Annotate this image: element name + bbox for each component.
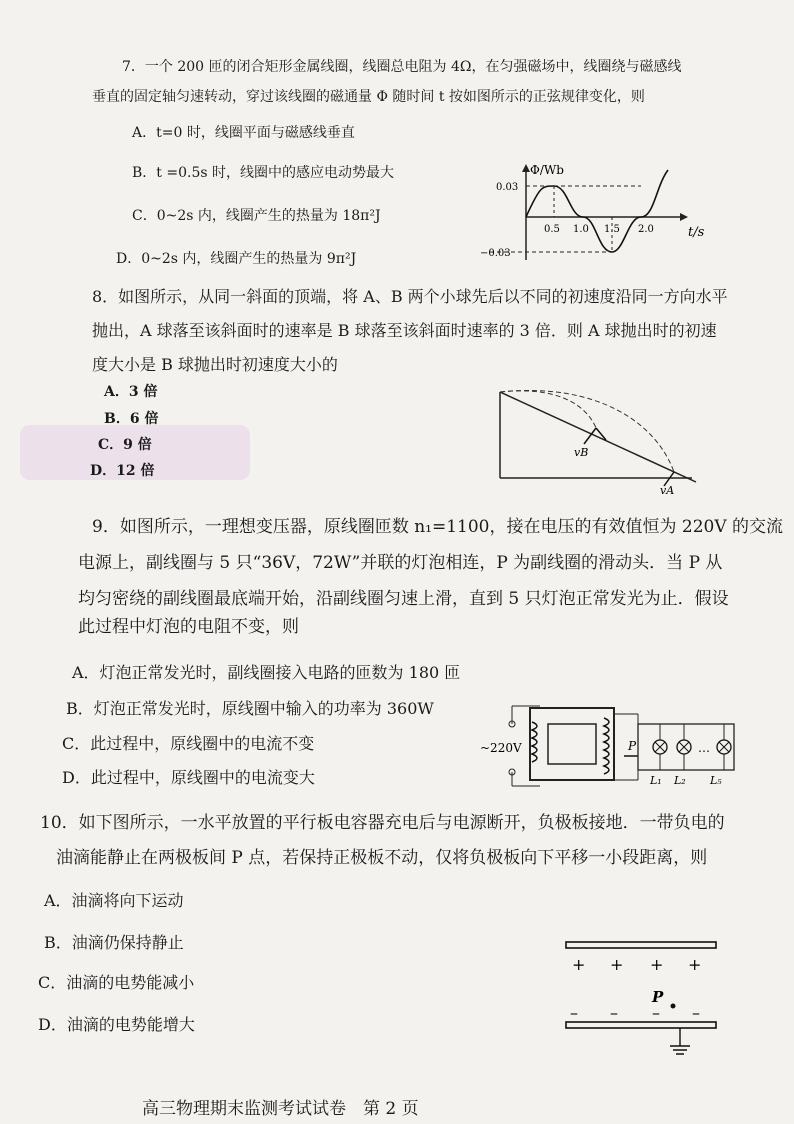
q7-flux-graph [478, 160, 718, 270]
q8-stem-line3: 度大小是 B 球抛出时初速度大小的 [92, 355, 338, 374]
q10-stem-line1: 10．如下图所示，一水平放置的平行板电容器充电后与电源断开，负极板接地．一带负电的 [40, 813, 725, 833]
secondary-coil [604, 718, 609, 774]
q9-stem-line2: 电源上，副线圈与 5 只“36V，72W”并联的灯泡相连，P 为副线圈的滑动头．当 P 从 [78, 553, 723, 573]
tick-label-1-0: 1.0 [573, 224, 589, 235]
flux-sine-curve [526, 170, 668, 252]
plus-sign-1: + [572, 955, 586, 974]
q8-option-b: B．6 倍 [104, 411, 159, 427]
y-axis-arrow [522, 164, 530, 172]
l1-label: L₁ [650, 774, 662, 787]
q10-stem-line2: 油滴能静止在两极板间 P 点，若保持正极板不动，仅将负极板向下平移一小段距离，则 [56, 848, 708, 868]
core-window [548, 724, 596, 764]
q8-option-c: C．9 倍 [98, 437, 152, 453]
va-label: vA [660, 484, 675, 497]
p-label: P [628, 739, 637, 753]
page-footer: 高三物理期末监测考试试卷 第 2 页 [142, 1099, 419, 1119]
tick-label-1-5: 1.5 [604, 224, 620, 235]
lamp-ellipsis: … [698, 741, 710, 755]
q9-option-a: A．灯泡正常发光时，副线圈接入电路的匝数为 180 匝 [72, 663, 461, 682]
l2-label: L₂ [674, 774, 686, 787]
y-axis-label: Φ/Wb [530, 163, 564, 177]
q9-option-c: C．此过程中，原线圈中的电流不变 [62, 734, 315, 753]
q7-option-b: B．t =0.5s 时，线圈中的感应电动势最大 [132, 165, 394, 181]
tick-label-0-5: 0.5 [544, 224, 560, 235]
oil-drop [671, 1004, 676, 1009]
q8-incline-diagram [496, 382, 706, 497]
point-p-label: P [652, 988, 664, 1006]
q10-option-a: A．油滴将向下运动 [44, 891, 184, 910]
q7-option-c: C．0~2s 内，线圈产生的热量为 18π²J [132, 208, 381, 224]
q7-stem-line2: 垂直的固定轴匀速转动，穿过该线圈的磁通量 Φ 随时间 t 按如图所示的正弦规律变化，则 [92, 89, 645, 105]
source-label: ~220V [480, 741, 522, 755]
q8-option-d: D．12 倍 [90, 463, 155, 479]
lamp-l5-icon [717, 740, 731, 754]
minus-sign-2: – [610, 1003, 618, 1022]
q7-stem-line1: 7．一个 200 匝的闭合矩形金属线圈，线圈总电阻为 4Ω，在匀强磁场中，线圈绕与磁感线 [122, 59, 682, 75]
q10-option-b: B．油滴仍保持静止 [44, 933, 184, 952]
minus-sign-4: – [692, 1003, 700, 1022]
tick-label-2-0: 2.0 [638, 224, 654, 235]
q8-stem-line2: 抛出，A 球落至该斜面时的速率是 B 球落至该斜面时速率的 3 倍．则 A 球抛出时的初速 [92, 321, 717, 340]
q10-option-c: C．油滴的电势能减小 [38, 973, 195, 992]
q9-stem-line4: 此过程中灯泡的电阻不变，则 [78, 617, 299, 637]
plus-sign-3: + [650, 955, 664, 974]
negative-plate [566, 1022, 716, 1028]
q10-capacitor-diagram [556, 936, 726, 1062]
minus-sign-1: – [570, 1003, 578, 1022]
minus-sign-3: – [652, 1003, 660, 1022]
q8-option-a: A．3 倍 [104, 384, 158, 400]
lamp-l2-icon [677, 740, 691, 754]
ground-icon [670, 1046, 690, 1054]
plus-sign-4: + [688, 955, 702, 974]
x-axis-arrow [680, 213, 688, 221]
incline-slope [500, 392, 696, 482]
q9-option-d: D．此过程中，原线圈中的电流变大 [62, 768, 315, 787]
transformer-core [530, 708, 614, 780]
x-axis-label: t/s [688, 225, 705, 240]
l5-label: L₅ [710, 774, 722, 787]
primary-coil [532, 722, 537, 762]
q7-option-d: D．0~2s 内，线圈产生的热量为 9π²J [116, 251, 357, 267]
q10-option-d: D．油滴的电势能增大 [38, 1015, 195, 1034]
q9-stem-line3: 均匀密绕的副线圈最底端开始，沿副线圈匀速上滑，直到 5 只灯泡正常发光为止．假设 [78, 589, 729, 609]
q9-option-b: B．灯泡正常发光时，原线圈中输入的功率为 360W [66, 699, 434, 718]
y-max-label: 0.03 [496, 182, 519, 193]
q9-transformer-circuit [478, 694, 740, 794]
positive-plate [566, 942, 716, 948]
q7-option-a: A．t=0 时，线圈平面与磁感线垂直 [132, 125, 355, 141]
q8-stem-line1: 8．如图所示，从同一斜面的顶端，将 A、B 两个小球先后以不同的初速度沿同一方向水平 [92, 287, 728, 306]
y-min-label: −0.03 [480, 248, 511, 259]
plus-sign-2: + [610, 955, 624, 974]
lamp-l1-icon [653, 740, 667, 754]
vb-label: vB [574, 446, 589, 459]
q9-stem-line1: 9．如图所示，一理想变压器，原线圈匝数 n₁=1100，接在电压的有效值恒为 220V 的交流 [92, 517, 784, 537]
